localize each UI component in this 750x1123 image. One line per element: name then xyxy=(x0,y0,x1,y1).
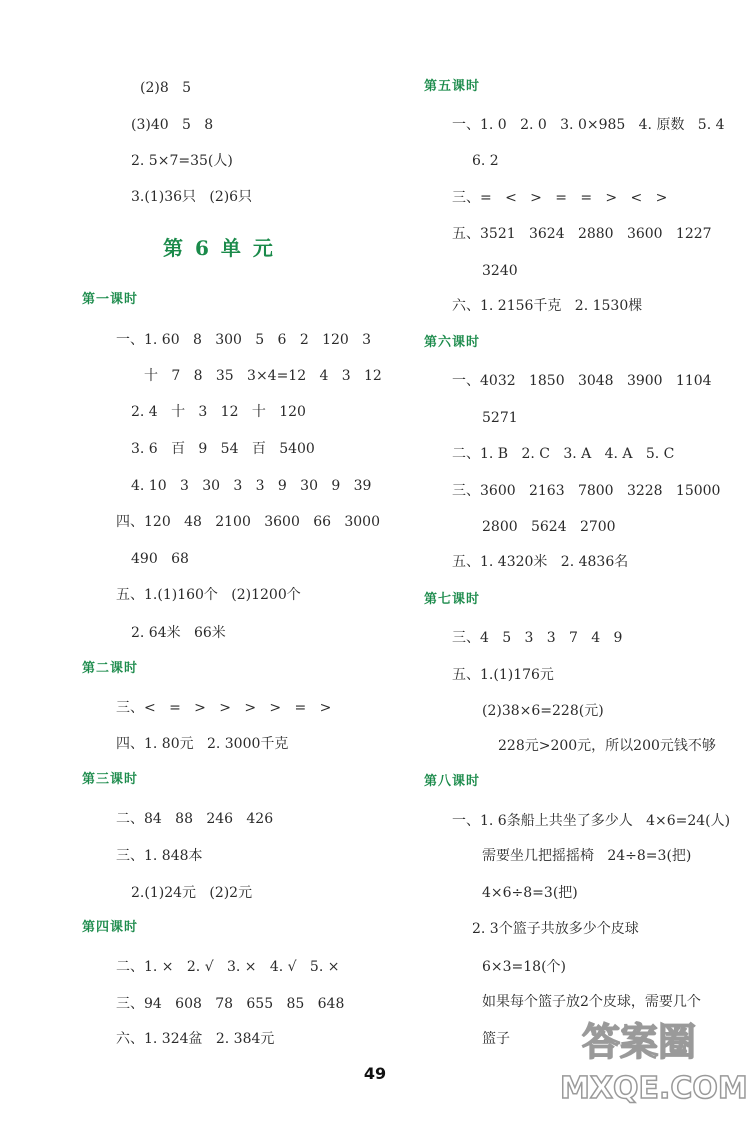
watermark-top-text: 答案圈 xyxy=(582,1020,697,1064)
answer-line: 三、< = > > > > = > xyxy=(116,700,332,716)
answer-line: 一、1. 6条船上共坐了多少人 4×6=24(人) xyxy=(452,813,731,829)
unit-heading: 第6单元 xyxy=(163,236,285,260)
lesson-heading: 第七课时 xyxy=(424,592,481,607)
answer-line: 2.(1)24元 (2)2元 xyxy=(131,885,253,901)
watermark-bottom-text: MXQE.COM xyxy=(560,1071,748,1106)
answer-line: 3.(1)36只 (2)6只 xyxy=(131,189,253,205)
answer-line: 三、3600 2163 7800 3228 15000 xyxy=(452,483,721,499)
answer-line: 490 68 xyxy=(131,551,189,567)
answer-line: 二、1. B 2. C 3. A 4. A 5. C xyxy=(452,446,675,462)
answer-line: (2)38×6=228(元) xyxy=(482,703,604,719)
answer-line: 5271 xyxy=(482,410,518,426)
answer-line: 228元>200元，所以200元钱不够 xyxy=(498,738,716,754)
lesson-heading: 第一课时 xyxy=(82,292,139,307)
page-number: 49 xyxy=(363,1064,387,1083)
answer-line: (3)40 5 8 xyxy=(131,117,214,133)
lesson-heading: 第四课时 xyxy=(82,920,139,935)
answer-line: 一、1. 60 8 300 5 6 2 120 3 xyxy=(116,332,372,348)
answer-line: 四、120 48 2100 3600 66 3000 xyxy=(116,514,380,530)
answer-line: 一、4032 1850 3048 3900 1104 xyxy=(452,373,712,389)
answer-line: 三、94 608 78 655 85 648 xyxy=(116,996,345,1012)
answer-line: 2. 4 十 3 12 十 120 xyxy=(131,404,306,420)
lesson-heading: 第三课时 xyxy=(82,772,139,787)
answer-line: 三、4 5 3 3 7 4 9 xyxy=(452,630,623,646)
answer-line: 五、3521 3624 2880 3600 1227 xyxy=(452,226,712,242)
answer-line: 3240 xyxy=(482,263,518,279)
answer-line: 2. 5×7=35(人) xyxy=(131,153,233,169)
answer-line: 十 7 8 35 3×4=12 4 3 12 xyxy=(144,368,382,384)
answer-line: 2. 64米 66米 xyxy=(131,625,226,641)
answer-line: 篮子 xyxy=(482,1031,510,1047)
answer-line: 五、1. 4320米 2. 4836名 xyxy=(452,554,629,570)
answer-line: 五、1.(1)176元 xyxy=(452,667,554,683)
answer-line: 6. 2 xyxy=(472,153,499,169)
lesson-heading: 第二课时 xyxy=(82,661,139,676)
lesson-heading: 第八课时 xyxy=(424,774,481,789)
watermark xyxy=(560,1020,748,1115)
answer-line: (2)8 5 xyxy=(140,80,191,96)
answer-line: 3. 6 百 9 54 百 5400 xyxy=(131,441,315,457)
answer-line: 三、1. 848本 xyxy=(116,848,203,864)
answer-line: 需要坐几把摇摇椅 24÷8=3(把) xyxy=(482,848,692,864)
answer-line: 六、1. 2156千克 2. 1530棵 xyxy=(452,298,643,314)
answer-line: 2. 3个篮子共放多少个皮球 xyxy=(472,921,639,937)
answer-line: 四、1. 80元 2. 3000千克 xyxy=(116,736,289,752)
answer-line: 一、1. 0 2. 0 3. 0×985 4. 原数 5. 4 xyxy=(452,117,725,133)
answer-line: 二、1. × 2. √ 3. × 4. √ 5. × xyxy=(116,959,340,975)
answer-line: 三、= < > = = > < > xyxy=(452,190,668,206)
answer-line: 4×6÷8=3(把) xyxy=(482,885,578,901)
answer-line: 2800 5624 2700 xyxy=(482,519,616,535)
answer-line: 4. 10 3 30 3 3 9 30 9 39 xyxy=(131,478,372,494)
answer-line: 如果每个篮子放2个皮球，需要几个 xyxy=(482,994,701,1010)
lesson-heading: 第六课时 xyxy=(424,335,481,350)
answer-line: 六、1. 324盆 2. 384元 xyxy=(116,1031,275,1047)
answer-line: 五、1.(1)160个 (2)1200个 xyxy=(116,587,301,603)
answer-line: 二、84 88 246 426 xyxy=(116,811,274,827)
answer-line: 6×3=18(个) xyxy=(482,959,567,975)
lesson-heading: 第五课时 xyxy=(424,79,481,94)
